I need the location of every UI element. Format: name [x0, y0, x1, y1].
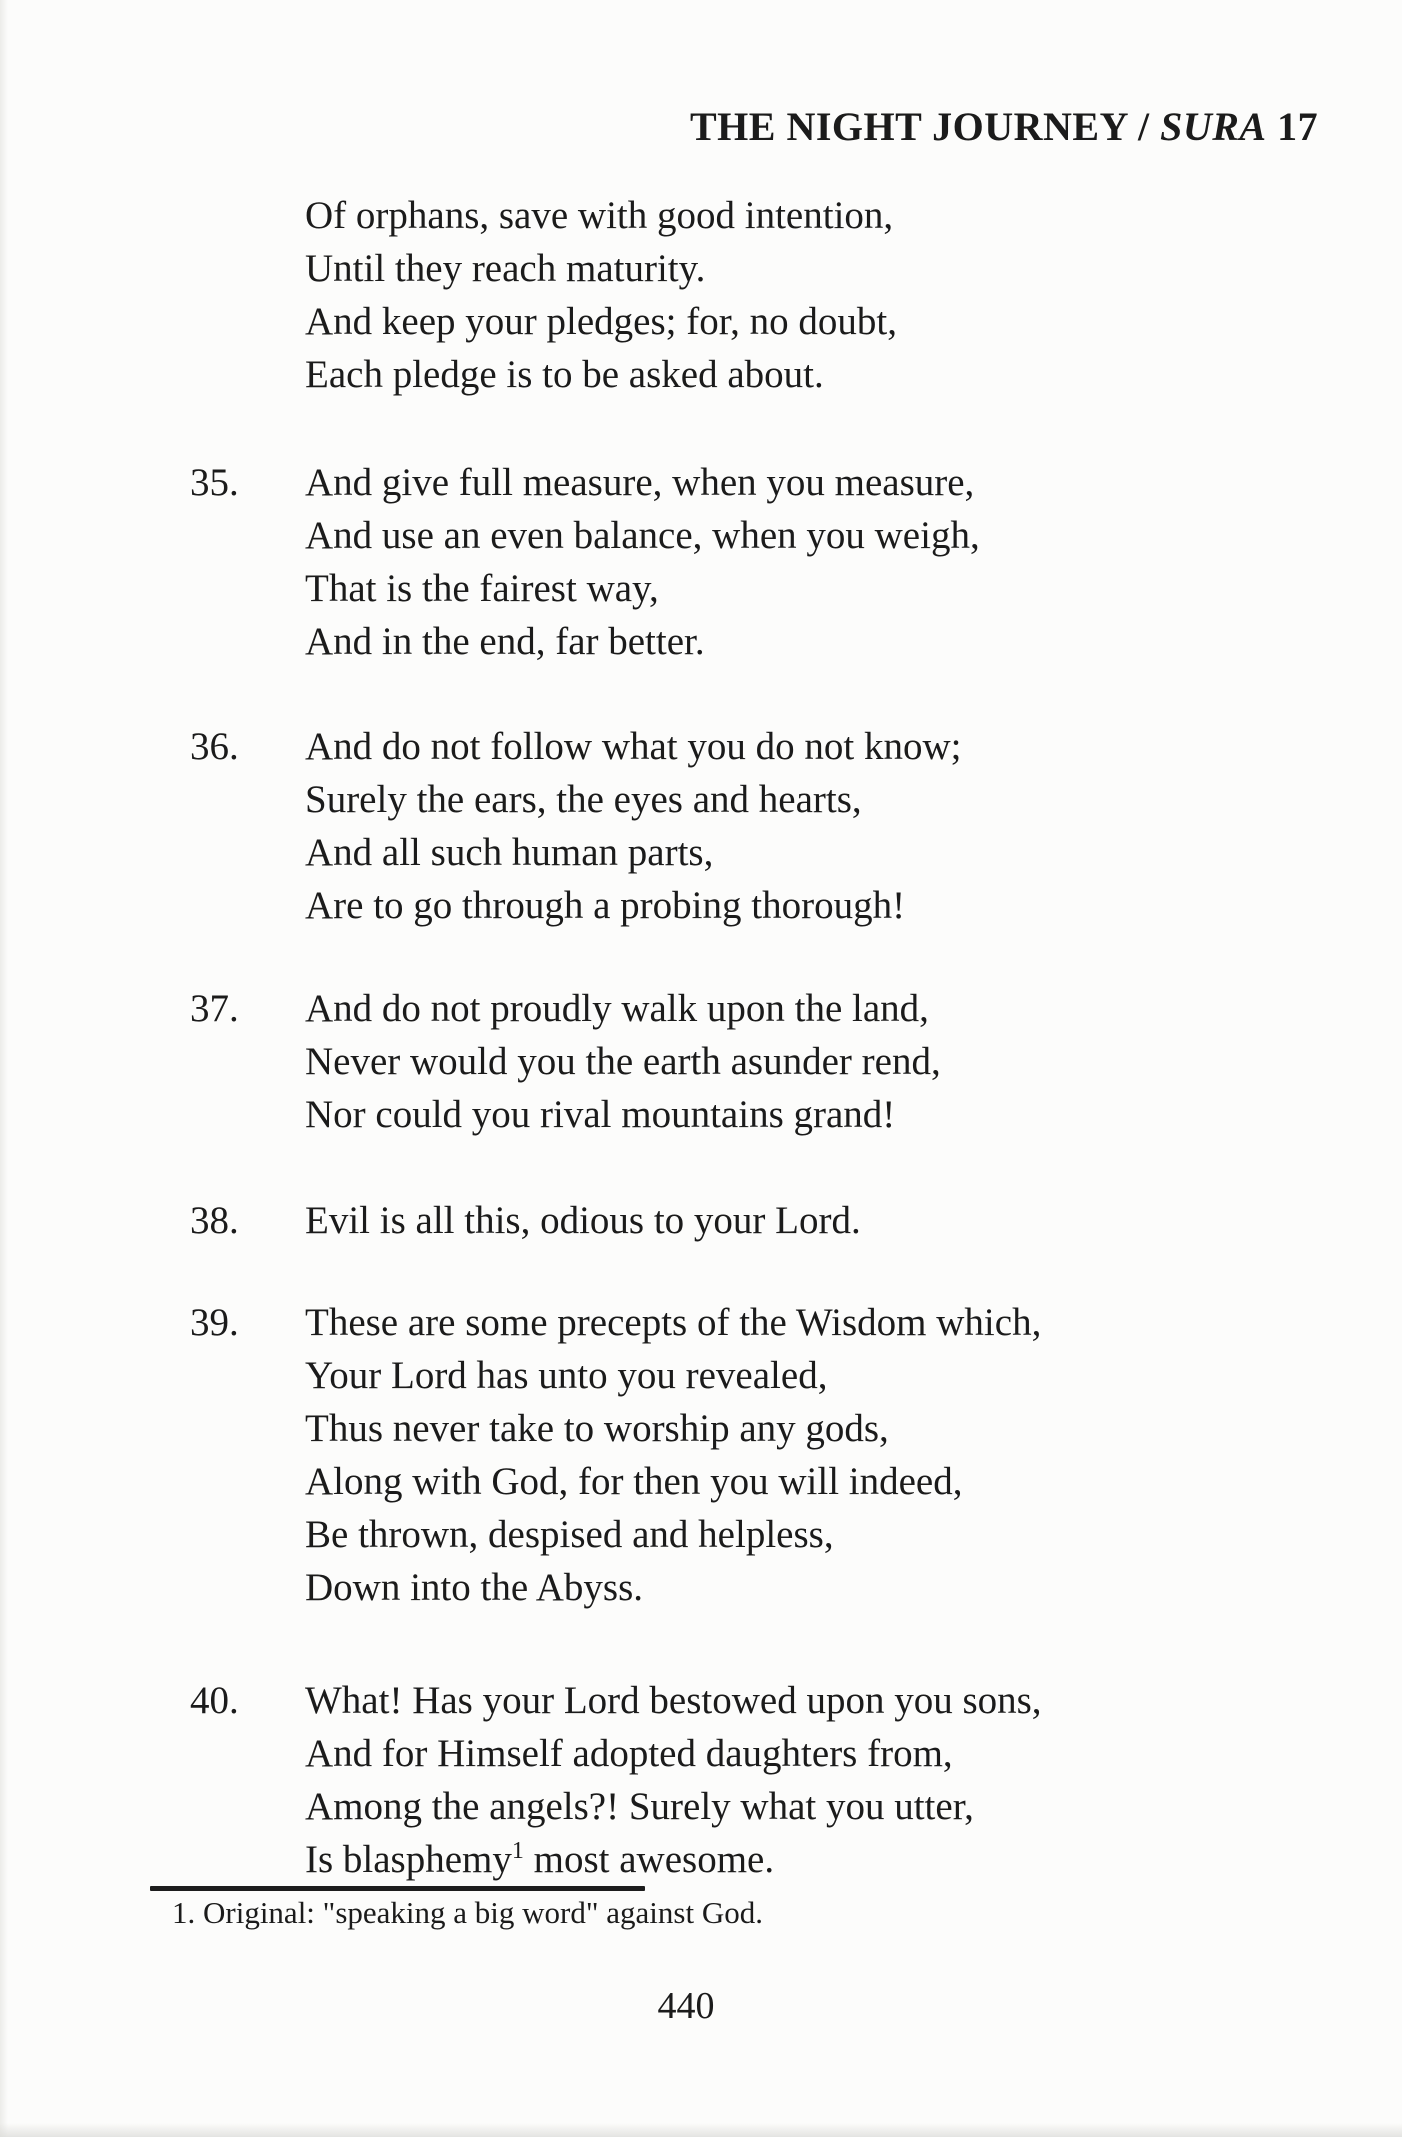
verse-number: 40. [190, 1679, 239, 1722]
verse-line: And use an even balance, when you weigh, [305, 514, 980, 557]
verse-number: 39. [190, 1301, 239, 1344]
footnote: 1. Original: "speaking a big word" against God. [172, 1895, 763, 1930]
verse-number: 37. [190, 987, 239, 1030]
verse-number: 38. [190, 1199, 239, 1242]
verse-line-with-footnote-ref [305, 1833, 1355, 1886]
verse-line: Be thrown, despised and helpless, [305, 1513, 834, 1556]
verse-lines [305, 982, 1355, 1141]
verse-line: Of orphans, save with good intention, [305, 194, 894, 237]
page-number: 440 [657, 1985, 715, 2027]
verse-lines [305, 1674, 1355, 1886]
footnote-reference: 1 [511, 1838, 524, 1864]
verse-continuation-stanza [305, 189, 1355, 401]
verse-36 [190, 720, 1355, 932]
scan-edge-shadow [0, 2123, 1402, 2137]
header-sura-word: SURA [1160, 104, 1267, 149]
header-title: THE NIGHT JOURNEY / [690, 104, 1161, 149]
verse-40 [190, 1674, 1355, 1886]
verse-line: And give full measure, when you measure, [305, 461, 975, 504]
verse-number: 35. [190, 461, 239, 504]
verse-line: And for Himself adopted daughters from, [305, 1732, 953, 1775]
verse-lines [305, 720, 1355, 932]
verse-line: Along with God, for then you will indeed, [305, 1460, 963, 1503]
verse-line: And in the end, far better. [305, 620, 705, 663]
verse-line: Each pledge is to be asked about. [305, 353, 824, 396]
verse-line: Down into the Abyss. [305, 1566, 644, 1609]
verse-38 [190, 1194, 1355, 1247]
running-header [690, 103, 1319, 150]
verse-line: Among the angels?! Surely what you utter, [305, 1785, 974, 1828]
verse-37 [190, 982, 1355, 1141]
verse-number: 36. [190, 725, 239, 768]
verse-line: That is the fairest way, [305, 567, 659, 610]
verse-line: And keep your pledges; for, no doubt, [305, 300, 897, 343]
verse-line: Evil is all this, odious to your Lord. [305, 1199, 861, 1242]
verse-line-text: Is blasphemy [305, 1838, 512, 1881]
verse-lines [305, 456, 1355, 668]
verse-line: And do not follow what you do not know; [305, 725, 962, 768]
verse-line: Are to go through a probing thorough! [305, 884, 906, 927]
verse-line: Never would you the earth asunder rend, [305, 1040, 941, 1083]
verse-line: What! Has your Lord bestowed upon you sons, [305, 1679, 1042, 1722]
verse-line-text: most awesome. [523, 1838, 775, 1881]
verse-line: Until they reach maturity. [305, 247, 706, 290]
verse-line: These are some precepts of the Wisdom which, [305, 1301, 1042, 1344]
verse-39 [190, 1296, 1355, 1614]
verse-line: And do not proudly walk upon the land, [305, 987, 929, 1030]
verse-35 [190, 456, 1355, 668]
header-sura-number: 17 [1266, 104, 1319, 149]
verse-line: And all such human parts, [305, 831, 714, 874]
verse-line: Your Lord has unto you revealed, [305, 1354, 828, 1397]
scan-edge-shadow [0, 0, 8, 2137]
verse-line: Thus never take to worship any gods, [305, 1407, 889, 1450]
verse-lines [305, 1194, 1355, 1247]
verse-lines [305, 1296, 1355, 1614]
verse-line: Nor could you rival mountains grand! [305, 1093, 896, 1136]
verse-line: Surely the ears, the eyes and hearts, [305, 778, 862, 821]
